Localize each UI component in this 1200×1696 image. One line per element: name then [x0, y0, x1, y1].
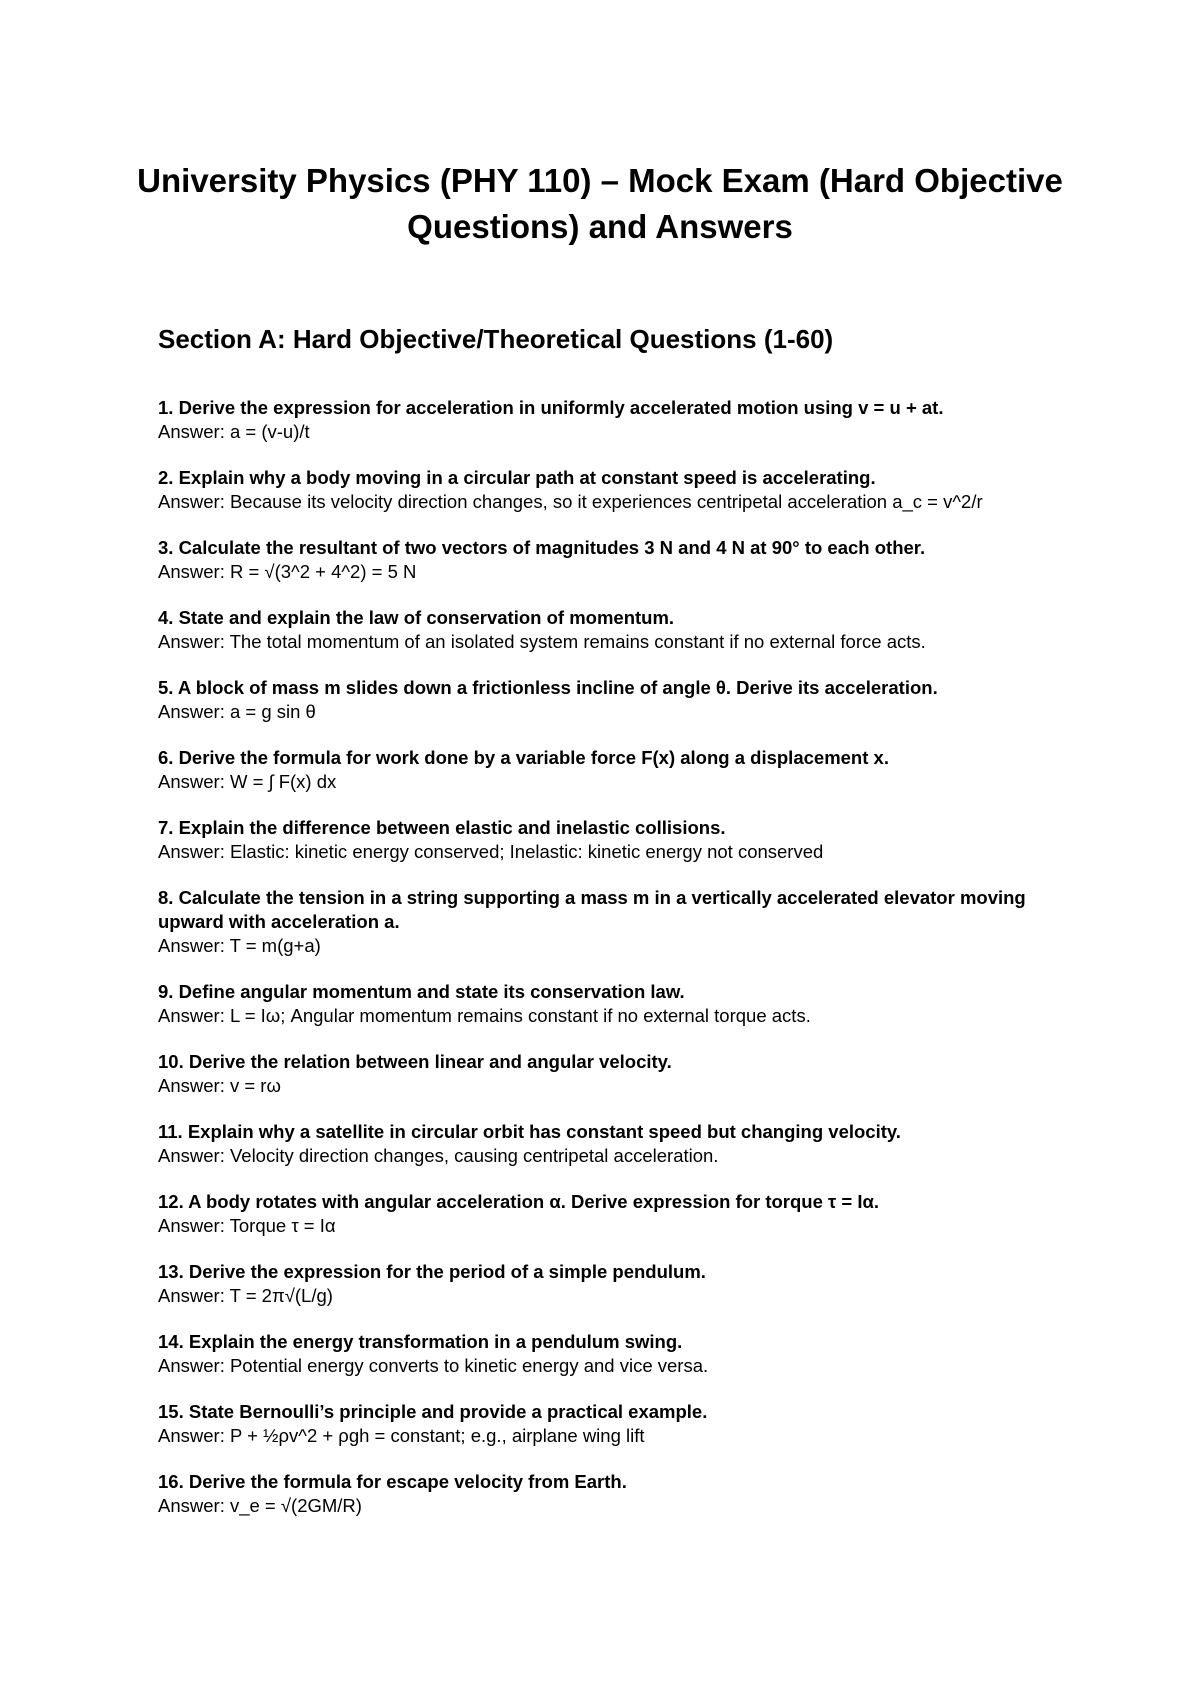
document-title: University Physics (PHY 110) – Mock Exam (Hard Objective Questions) and Answers: [137, 162, 1063, 245]
qa-item: [158, 816, 1038, 864]
question-text: 6. Derive the formula for work done by a variable force F(x) along a displacement x.: [158, 747, 889, 768]
answer-text: Answer: a = g sin θ: [158, 701, 316, 722]
qa-item: [158, 1470, 1038, 1518]
answer-text: Answer: W = ∫ F(x) dx: [158, 771, 337, 792]
qa-item: [158, 886, 1038, 958]
qa-item: [158, 466, 1038, 514]
qa-item: [158, 606, 1038, 654]
answer-text: Answer: v_e = √(2GM/R): [158, 1495, 362, 1516]
answer-text: Answer: Elastic: kinetic energy conserved; Inelastic: kinetic energy not conserved: [158, 841, 824, 862]
answer-text: Answer: R = √(3^2 + 4^2) = 5 N: [158, 561, 417, 582]
answer-text: Answer: Because its velocity direction changes, so it experiences centripetal acceleration a_c = v^2/r: [158, 491, 983, 512]
answer-text: Answer: T = 2π√(L/g): [158, 1285, 333, 1306]
answer-text: Answer: Potential energy converts to kinetic energy and vice versa.: [158, 1355, 709, 1376]
qa-item: [158, 1120, 1038, 1168]
qa-item: [158, 536, 1038, 584]
answer-text: Answer: L = Iω; Angular momentum remains constant if no external torque acts.: [158, 1005, 811, 1026]
question-text: 5. A block of mass m slides down a frictionless incline of angle θ. Derive its acceleration.: [158, 677, 938, 698]
qa-item: [158, 1190, 1038, 1238]
answer-text: Answer: v = rω: [158, 1075, 281, 1096]
question-text: 12. A body rotates with angular acceleration α. Derive expression for torque τ = Iα.: [158, 1191, 880, 1212]
qa-item: [158, 396, 1038, 444]
question-text: 1. Derive the expression for acceleration in uniformly accelerated motion using v = u + at.: [158, 397, 944, 418]
question-text: 13. Derive the expression for the period of a simple pendulum.: [158, 1261, 706, 1282]
question-list: [158, 396, 1038, 1540]
question-text: 15. State Bernoulli’s principle and provide a practical example.: [158, 1401, 708, 1422]
qa-item: [158, 676, 1038, 724]
question-text: 16. Derive the formula for escape velocity from Earth.: [158, 1471, 627, 1492]
question-text: 9. Define angular momentum and state its conservation law.: [158, 981, 685, 1002]
question-text: 11. Explain why a satellite in circular orbit has constant speed but changing velocity.: [158, 1121, 901, 1142]
question-text: 2. Explain why a body moving in a circular path at constant speed is accelerating.: [158, 467, 876, 488]
qa-item: [158, 1260, 1038, 1308]
qa-item: [158, 746, 1038, 794]
answer-text: Answer: Torque τ = Iα: [158, 1215, 336, 1236]
question-text: 10. Derive the relation between linear and angular velocity.: [158, 1051, 672, 1072]
answer-text: Answer: T = m(g+a): [158, 935, 321, 956]
answer-text: Answer: P + ½ρv^2 + ρgh = constant; e.g., airplane wing lift: [158, 1425, 645, 1446]
question-text: 3. Calculate the resultant of two vectors of magnitudes 3 N and 4 N at 90° to each other.: [158, 537, 926, 558]
qa-item: [158, 1330, 1038, 1378]
question-text: 7. Explain the difference between elastic and inelastic collisions.: [158, 817, 726, 838]
question-text: 4. State and explain the law of conservation of momentum.: [158, 607, 675, 628]
qa-item: [158, 1050, 1038, 1098]
answer-text: Answer: a = (v-u)/t: [158, 421, 310, 442]
section-title: Section A: Hard Objective/Theoretical Questions (1-60): [158, 324, 834, 354]
question-text: 8. Calculate the tension in a string supporting a mass m in a vertically accelerated elevator moving upward with acceleration a.: [158, 887, 1026, 932]
answer-text: Answer: Velocity direction changes, causing centripetal acceleration.: [158, 1145, 719, 1166]
qa-item: [158, 980, 1038, 1028]
question-text: 14. Explain the energy transformation in a pendulum swing.: [158, 1331, 683, 1352]
answer-text: Answer: The total momentum of an isolated system remains constant if no external force acts.: [158, 631, 926, 652]
qa-item: [158, 1400, 1038, 1448]
